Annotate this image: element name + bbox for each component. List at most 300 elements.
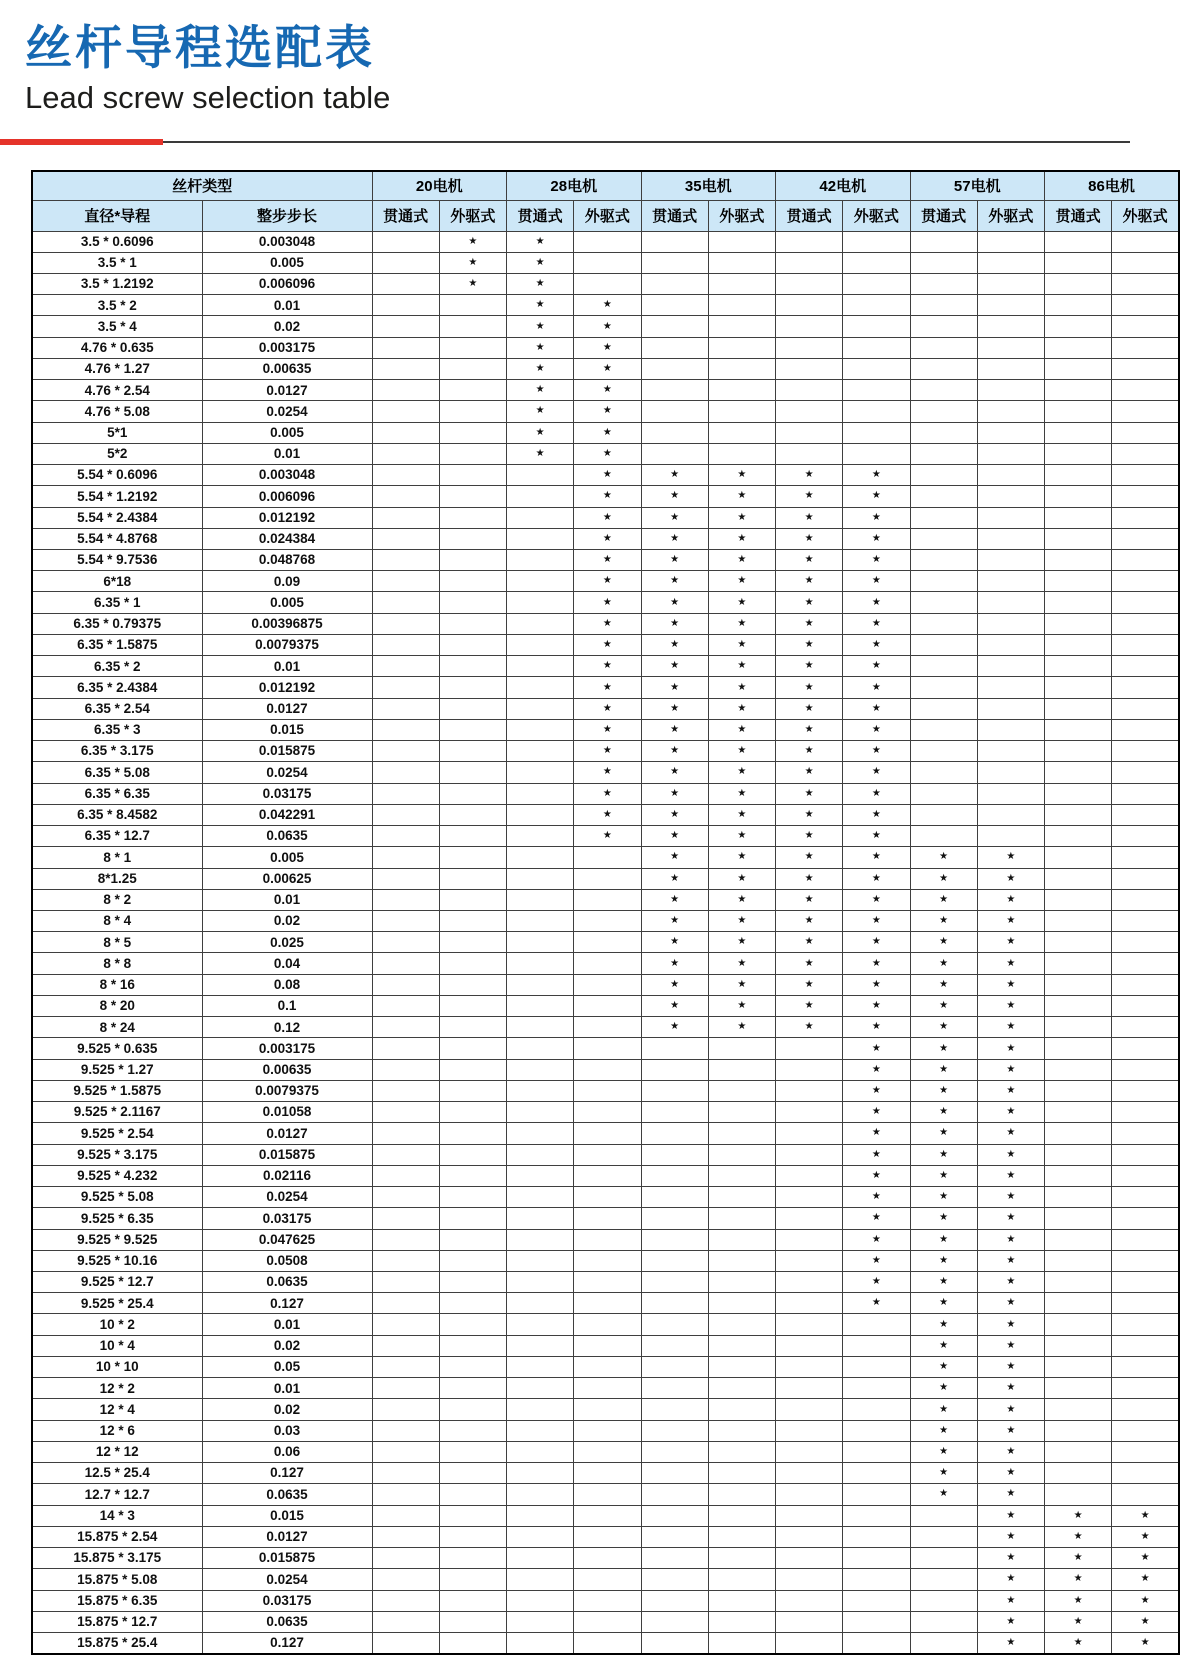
star-cell-empty-20-through (372, 337, 439, 358)
star-icon: ★ (1006, 1127, 1016, 1139)
star-cell-empty-42-external (843, 1590, 910, 1611)
star-cell-empty-28-external (574, 1080, 641, 1101)
star-icon: ★ (670, 702, 680, 714)
diameter-lead-cell: 4.76 * 5.08 (32, 401, 202, 422)
star-cell-empty-35-through (641, 1335, 708, 1356)
star-cell-marked-28-external (574, 656, 641, 677)
table-row (32, 1229, 1179, 1250)
star-cell-empty-20-external (439, 698, 506, 719)
star-cell-empty-86-external (1112, 273, 1179, 294)
title-divider-line (0, 141, 1130, 143)
star-cell-empty-28-through (507, 528, 574, 549)
diameter-lead-cell: 6.35 * 0.79375 (32, 613, 202, 634)
star-cell-marked-86-through (1045, 1505, 1112, 1526)
star-icon: ★ (535, 426, 545, 438)
star-cell-marked-28-external (574, 741, 641, 762)
star-cell-marked-57-external (977, 1420, 1044, 1441)
star-cell-empty-86-through (1045, 465, 1112, 486)
star-cell-marked-42-external (843, 974, 910, 995)
star-cell-empty-86-through (1045, 443, 1112, 464)
star-cell-empty-86-external (1112, 868, 1179, 889)
star-icon: ★ (535, 341, 545, 353)
star-icon: ★ (871, 893, 881, 905)
star-cell-empty-35-through (641, 1441, 708, 1462)
star-cell-empty-28-external (574, 1250, 641, 1271)
header-row-motor-groups (32, 171, 1179, 200)
star-cell-marked-86-external (1112, 1505, 1179, 1526)
star-icon: ★ (871, 851, 881, 863)
star-icon: ★ (1006, 1403, 1016, 1415)
star-icon: ★ (1073, 1615, 1083, 1627)
star-cell-empty-57-through (910, 507, 977, 528)
star-icon: ★ (804, 978, 814, 990)
table-row (32, 507, 1179, 528)
table-row (32, 889, 1179, 910)
star-cell-empty-42-through (776, 1271, 843, 1292)
star-cell-empty-35-through (641, 1271, 708, 1292)
star-cell-empty-20-external (439, 1632, 506, 1654)
diameter-lead-cell: 6.35 * 3 (32, 719, 202, 740)
full-step-cell: 0.0079375 (202, 1080, 372, 1101)
star-icon: ★ (939, 1084, 949, 1096)
star-cell-empty-35-external (708, 1463, 775, 1484)
star-icon: ★ (939, 915, 949, 927)
star-cell-empty-28-through (507, 613, 574, 634)
star-icon: ★ (804, 639, 814, 651)
star-cell-empty-86-external (1112, 465, 1179, 486)
star-icon: ★ (804, 596, 814, 608)
star-icon: ★ (737, 575, 747, 587)
star-cell-empty-86-through (1045, 295, 1112, 316)
star-cell-marked-57-external (977, 1187, 1044, 1208)
table-row (32, 1250, 1179, 1271)
star-cell-marked-57-through (910, 1080, 977, 1101)
star-cell-empty-20-through (372, 889, 439, 910)
star-cell-marked-57-external (977, 1038, 1044, 1059)
table-row (32, 1208, 1179, 1229)
star-cell-empty-42-external (843, 1484, 910, 1505)
star-cell-empty-35-through (641, 1208, 708, 1229)
star-cell-marked-35-through (641, 847, 708, 868)
star-cell-marked-28-through (507, 337, 574, 358)
star-cell-empty-20-through (372, 528, 439, 549)
star-cell-empty-35-external (708, 273, 775, 294)
star-icon: ★ (737, 617, 747, 629)
star-cell-marked-57-through (910, 1229, 977, 1250)
star-icon: ★ (871, 1106, 881, 1118)
star-cell-empty-35-through (641, 358, 708, 379)
table-row (32, 337, 1179, 358)
star-cell-empty-86-external (1112, 571, 1179, 592)
star-icon: ★ (602, 681, 612, 693)
full-step-cell: 0.025 (202, 932, 372, 953)
star-cell-empty-28-external (574, 1335, 641, 1356)
diameter-lead-cell: 8 * 8 (32, 953, 202, 974)
star-icon: ★ (1006, 1382, 1016, 1394)
table-row (32, 1526, 1179, 1547)
star-cell-empty-20-through (372, 1314, 439, 1335)
star-icon: ★ (737, 745, 747, 757)
star-icon: ★ (737, 893, 747, 905)
star-cell-marked-35-external (708, 847, 775, 868)
table-row (32, 1017, 1179, 1038)
star-icon: ★ (871, 490, 881, 502)
full-step-cell: 0.0254 (202, 1569, 372, 1590)
star-cell-empty-42-through (776, 1632, 843, 1654)
star-cell-empty-20-external (439, 889, 506, 910)
star-cell-empty-42-external (843, 358, 910, 379)
diameter-lead-cell: 5*1 (32, 422, 202, 443)
diameter-lead-cell: 9.525 * 4.232 (32, 1165, 202, 1186)
star-cell-empty-57-through (910, 1505, 977, 1526)
star-cell-empty-86-through (1045, 741, 1112, 762)
star-icon: ★ (1006, 1339, 1016, 1351)
star-cell-empty-20-external (439, 847, 506, 868)
star-cell-marked-35-external (708, 634, 775, 655)
star-cell-marked-57-external (977, 1378, 1044, 1399)
full-step-cell: 0.047625 (202, 1229, 372, 1250)
star-cell-empty-28-through (507, 1399, 574, 1420)
star-cell-marked-57-external (977, 1569, 1044, 1590)
star-icon: ★ (737, 702, 747, 714)
star-cell-empty-86-through (1045, 592, 1112, 613)
star-cell-marked-35-external (708, 804, 775, 825)
star-icon: ★ (1006, 1063, 1016, 1075)
diameter-lead-cell: 8 * 4 (32, 911, 202, 932)
star-cell-empty-86-external (1112, 252, 1179, 273)
star-cell-marked-57-through (910, 1165, 977, 1186)
star-cell-empty-57-through (910, 295, 977, 316)
star-cell-empty-20-external (439, 1611, 506, 1632)
star-cell-empty-20-external (439, 486, 506, 507)
star-cell-empty-20-external (439, 1059, 506, 1080)
full-step-cell: 0.127 (202, 1463, 372, 1484)
star-icon: ★ (1006, 893, 1016, 905)
star-cell-marked-35-external (708, 741, 775, 762)
star-cell-empty-35-external (708, 358, 775, 379)
star-cell-empty-42-through (776, 1569, 843, 1590)
full-step-cell: 0.01 (202, 889, 372, 910)
star-cell-empty-42-through (776, 1059, 843, 1080)
star-cell-empty-28-external (574, 1102, 641, 1123)
star-icon: ★ (1140, 1552, 1150, 1564)
full-step-cell: 0.006096 (202, 273, 372, 294)
star-cell-marked-35-through (641, 932, 708, 953)
star-icon: ★ (670, 830, 680, 842)
star-cell-empty-28-external (574, 1208, 641, 1229)
star-cell-empty-20-external (439, 656, 506, 677)
star-cell-marked-57-external (977, 1314, 1044, 1335)
star-cell-empty-20-through (372, 1208, 439, 1229)
star-icon: ★ (804, 681, 814, 693)
star-cell-empty-86-through (1045, 401, 1112, 422)
star-cell-empty-86-external (1112, 762, 1179, 783)
star-cell-empty-20-external (439, 741, 506, 762)
star-cell-marked-42-external (843, 634, 910, 655)
full-step-cell: 0.127 (202, 1632, 372, 1654)
star-cell-empty-28-external (574, 1463, 641, 1484)
table-row (32, 528, 1179, 549)
star-icon: ★ (737, 936, 747, 948)
star-cell-empty-42-through (776, 1463, 843, 1484)
star-cell-empty-28-external (574, 911, 641, 932)
star-cell-empty-57-through (910, 804, 977, 825)
star-cell-empty-57-through (910, 465, 977, 486)
star-cell-marked-35-through (641, 507, 708, 528)
star-cell-empty-28-external (574, 995, 641, 1016)
star-cell-empty-28-external (574, 1526, 641, 1547)
star-cell-empty-86-through (1045, 698, 1112, 719)
star-cell-empty-20-through (372, 1271, 439, 1292)
star-icon: ★ (1073, 1573, 1083, 1585)
star-cell-empty-35-external (708, 1548, 775, 1569)
star-icon: ★ (804, 1000, 814, 1012)
diameter-lead-cell: 9.525 * 0.635 (32, 1038, 202, 1059)
star-cell-empty-86-through (1045, 1102, 1112, 1123)
star-cell-empty-42-through (776, 1165, 843, 1186)
star-cell-marked-57-through (910, 1271, 977, 1292)
star-icon: ★ (939, 957, 949, 969)
star-cell-marked-42-through (776, 719, 843, 740)
star-cell-marked-57-external (977, 1441, 1044, 1462)
star-cell-marked-28-external (574, 826, 641, 847)
star-cell-empty-86-external (1112, 1017, 1179, 1038)
star-icon: ★ (602, 341, 612, 353)
star-cell-empty-86-external (1112, 295, 1179, 316)
star-cell-empty-57-external (977, 337, 1044, 358)
star-cell-empty-42-through (776, 1144, 843, 1165)
star-cell-marked-35-through (641, 465, 708, 486)
star-cell-marked-35-external (708, 868, 775, 889)
star-cell-empty-42-external (843, 443, 910, 464)
star-cell-empty-57-external (977, 486, 1044, 507)
diameter-lead-cell: 6.35 * 1.5875 (32, 634, 202, 655)
star-cell-empty-57-through (910, 337, 977, 358)
star-cell-empty-28-external (574, 974, 641, 995)
star-cell-marked-57-through (910, 1356, 977, 1377)
star-cell-empty-20-external (439, 613, 506, 634)
star-cell-marked-86-external (1112, 1548, 1179, 1569)
star-cell-marked-42-external (843, 1208, 910, 1229)
star-cell-marked-28-external (574, 592, 641, 613)
diameter-lead-cell: 9.525 * 2.54 (32, 1123, 202, 1144)
star-cell-marked-57-external (977, 1463, 1044, 1484)
star-cell-empty-20-through (372, 316, 439, 337)
star-cell-empty-28-external (574, 1229, 641, 1250)
star-cell-empty-28-external (574, 1165, 641, 1186)
star-icon: ★ (871, 936, 881, 948)
star-cell-marked-28-external (574, 401, 641, 422)
star-cell-empty-35-external (708, 1102, 775, 1123)
star-cell-empty-28-external (574, 1548, 641, 1569)
star-cell-empty-20-external (439, 804, 506, 825)
star-cell-empty-35-external (708, 1356, 775, 1377)
star-cell-empty-57-through (910, 550, 977, 571)
star-icon: ★ (1006, 1148, 1016, 1160)
star-cell-empty-20-external (439, 974, 506, 995)
table-row (32, 911, 1179, 932)
star-cell-empty-20-external (439, 358, 506, 379)
star-icon: ★ (737, 787, 747, 799)
star-cell-marked-42-through (776, 995, 843, 1016)
star-cell-empty-42-through (776, 1038, 843, 1059)
star-cell-empty-86-through (1045, 1271, 1112, 1292)
star-cell-marked-42-external (843, 677, 910, 698)
star-icon: ★ (939, 1212, 949, 1224)
star-icon: ★ (939, 872, 949, 884)
star-cell-empty-28-through (507, 1059, 574, 1080)
table-row (32, 741, 1179, 762)
full-step-cell: 0.012192 (202, 677, 372, 698)
star-cell-empty-86-through (1045, 358, 1112, 379)
table-row (32, 1187, 1179, 1208)
star-cell-marked-57-external (977, 953, 1044, 974)
subheader-28-through: 贯通式 (507, 200, 574, 231)
star-cell-marked-35-external (708, 783, 775, 804)
star-cell-marked-42-external (843, 613, 910, 634)
star-cell-empty-20-external (439, 507, 506, 528)
star-icon: ★ (1006, 1467, 1016, 1479)
star-icon: ★ (670, 893, 680, 905)
star-cell-empty-28-external (574, 1187, 641, 1208)
star-cell-empty-35-external (708, 1505, 775, 1526)
star-cell-marked-57-through (910, 1335, 977, 1356)
star-cell-empty-20-external (439, 762, 506, 783)
star-cell-empty-28-external (574, 1378, 641, 1399)
star-cell-empty-28-through (507, 1420, 574, 1441)
star-cell-marked-42-through (776, 974, 843, 995)
star-cell-marked-28-external (574, 507, 641, 528)
star-icon: ★ (737, 830, 747, 842)
star-icon: ★ (1073, 1594, 1083, 1606)
star-icon: ★ (468, 256, 478, 268)
star-cell-marked-57-external (977, 1017, 1044, 1038)
star-cell-empty-42-through (776, 422, 843, 443)
diameter-lead-cell: 12.7 * 12.7 (32, 1484, 202, 1505)
table-row (32, 762, 1179, 783)
star-icon: ★ (602, 511, 612, 523)
star-cell-empty-20-external (439, 316, 506, 337)
star-cell-marked-42-external (843, 995, 910, 1016)
star-cell-empty-86-external (1112, 995, 1179, 1016)
star-icon: ★ (1140, 1615, 1150, 1627)
star-cell-empty-20-external (439, 1590, 506, 1611)
diameter-lead-cell: 3.5 * 0.6096 (32, 231, 202, 252)
star-cell-empty-28-through (507, 783, 574, 804)
star-cell-marked-28-through (507, 380, 574, 401)
star-cell-marked-57-external (977, 1102, 1044, 1123)
star-icon: ★ (871, 724, 881, 735)
star-cell-empty-20-through (372, 231, 439, 252)
star-cell-empty-28-through (507, 953, 574, 974)
motor-header-57: 57电机 (910, 171, 1045, 200)
star-cell-empty-35-through (641, 1548, 708, 1569)
star-cell-marked-35-through (641, 719, 708, 740)
star-cell-marked-42-external (843, 1250, 910, 1271)
star-cell-marked-35-external (708, 889, 775, 910)
star-cell-marked-35-through (641, 486, 708, 507)
star-icon: ★ (871, 1297, 881, 1309)
star-icon: ★ (670, 532, 680, 544)
star-cell-empty-35-through (641, 443, 708, 464)
star-cell-empty-86-external (1112, 443, 1179, 464)
star-cell-empty-20-through (372, 1335, 439, 1356)
star-icon: ★ (804, 745, 814, 757)
star-cell-empty-28-through (507, 868, 574, 889)
star-cell-marked-42-through (776, 465, 843, 486)
star-icon: ★ (1006, 851, 1016, 863)
star-icon: ★ (871, 554, 881, 566)
star-icon: ★ (1006, 1276, 1016, 1288)
star-cell-marked-86-through (1045, 1632, 1112, 1654)
star-cell-marked-35-through (641, 974, 708, 995)
star-icon: ★ (670, 1000, 680, 1012)
star-cell-empty-35-through (641, 1102, 708, 1123)
star-cell-marked-28-external (574, 698, 641, 719)
table-row (32, 1102, 1179, 1123)
star-cell-empty-57-through (910, 401, 977, 422)
star-cell-empty-57-external (977, 528, 1044, 549)
star-cell-empty-20-external (439, 1208, 506, 1229)
star-cell-empty-20-through (372, 1102, 439, 1123)
full-step-cell: 0.012192 (202, 507, 372, 528)
table-row (32, 1144, 1179, 1165)
star-icon: ★ (939, 1467, 949, 1479)
star-cell-empty-35-through (641, 1526, 708, 1547)
full-step-cell: 0.005 (202, 847, 372, 868)
star-cell-empty-35-external (708, 1314, 775, 1335)
star-cell-marked-35-external (708, 698, 775, 719)
star-cell-empty-86-external (1112, 316, 1179, 337)
star-cell-empty-28-through (507, 762, 574, 783)
star-cell-marked-57-external (977, 1356, 1044, 1377)
table-row (32, 1548, 1179, 1569)
star-cell-marked-42-through (776, 804, 843, 825)
star-cell-marked-28-external (574, 380, 641, 401)
star-cell-empty-28-through (507, 1569, 574, 1590)
diameter-lead-cell: 9.525 * 1.5875 (32, 1080, 202, 1101)
star-icon: ★ (871, 1254, 881, 1266)
star-cell-empty-86-through (1045, 550, 1112, 571)
diameter-lead-cell: 9.525 * 3.175 (32, 1144, 202, 1165)
table-row (32, 868, 1179, 889)
star-cell-marked-42-through (776, 847, 843, 868)
star-icon: ★ (804, 893, 814, 905)
star-cell-empty-28-through (507, 486, 574, 507)
star-cell-marked-57-through (910, 1123, 977, 1144)
star-icon: ★ (1006, 1530, 1016, 1542)
table-row (32, 1059, 1179, 1080)
star-cell-marked-57-external (977, 1208, 1044, 1229)
table-row (32, 592, 1179, 613)
star-cell-empty-28-external (574, 932, 641, 953)
table-row (32, 1399, 1179, 1420)
star-icon: ★ (535, 447, 545, 459)
star-cell-empty-20-external (439, 528, 506, 549)
full-step-cell: 0.015875 (202, 1144, 372, 1165)
star-cell-empty-20-through (372, 804, 439, 825)
star-icon: ★ (1006, 978, 1016, 990)
diameter-lead-cell: 10 * 10 (32, 1356, 202, 1377)
star-cell-empty-35-through (641, 1356, 708, 1377)
star-cell-empty-42-through (776, 1080, 843, 1101)
full-step-cell: 0.0635 (202, 1611, 372, 1632)
star-cell-empty-35-external (708, 1059, 775, 1080)
star-cell-empty-86-through (1045, 1059, 1112, 1080)
star-cell-empty-35-external (708, 1208, 775, 1229)
star-cell-empty-86-through (1045, 1165, 1112, 1186)
star-cell-empty-42-through (776, 358, 843, 379)
